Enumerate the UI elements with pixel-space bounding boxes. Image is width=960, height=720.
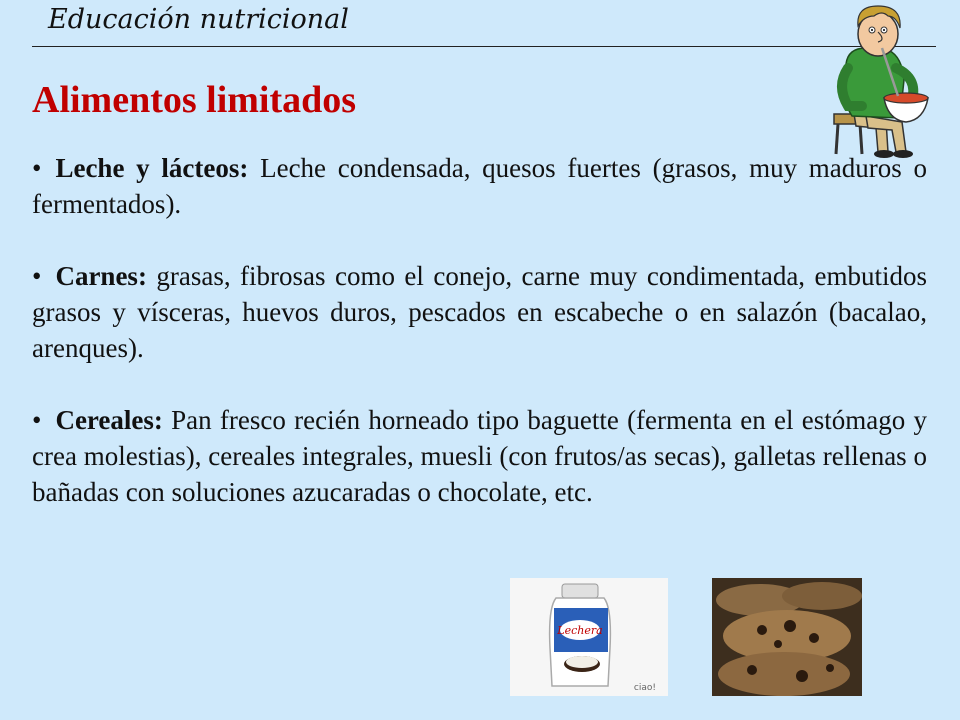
bullet-icon: • xyxy=(32,261,42,291)
svg-text:Lechera: Lechera xyxy=(557,624,603,637)
item-label: Cereales: xyxy=(55,405,163,435)
item-text: Pan fresco recién horneado tipo baguette (fermenta en el estómago y crea molestias), cereales integrales, muesli (con frutos/as secas), galletas rellenas o bañadas con soluciones azucaradas o chocolate, etc. xyxy=(32,405,927,507)
item-label: Carnes: xyxy=(55,261,147,291)
header-divider xyxy=(32,46,936,47)
bullet-icon: • xyxy=(32,405,42,435)
item-label: Leche y lácteos: xyxy=(55,153,249,183)
item-text: Leche condensada, quesos fuertes (grasos, muy maduros o fermentados). xyxy=(32,153,928,219)
cookies-icon xyxy=(712,578,862,696)
list-item-cereales xyxy=(32,402,927,510)
condensed-milk-bottle-icon xyxy=(510,578,668,696)
condensed-milk-photo xyxy=(510,578,668,696)
header-title: Educación nutricional xyxy=(48,4,349,35)
cookies-photo xyxy=(712,578,862,696)
item-text: grasas, fibrosas como el conejo, carne muy condimentada, embutidos grasos y vísceras, huevos duros, pescados en escabeche o en salazón (bacalao, arenques). xyxy=(32,261,927,363)
list-item-carnes xyxy=(32,258,927,366)
content-list xyxy=(32,150,927,546)
bullet-icon: • xyxy=(32,153,42,183)
page-title: Alimentos limitados xyxy=(32,79,357,121)
photo-caption: ciao! xyxy=(633,683,656,693)
cartoon-man-icon xyxy=(826,2,936,160)
list-item-leche xyxy=(32,150,927,222)
